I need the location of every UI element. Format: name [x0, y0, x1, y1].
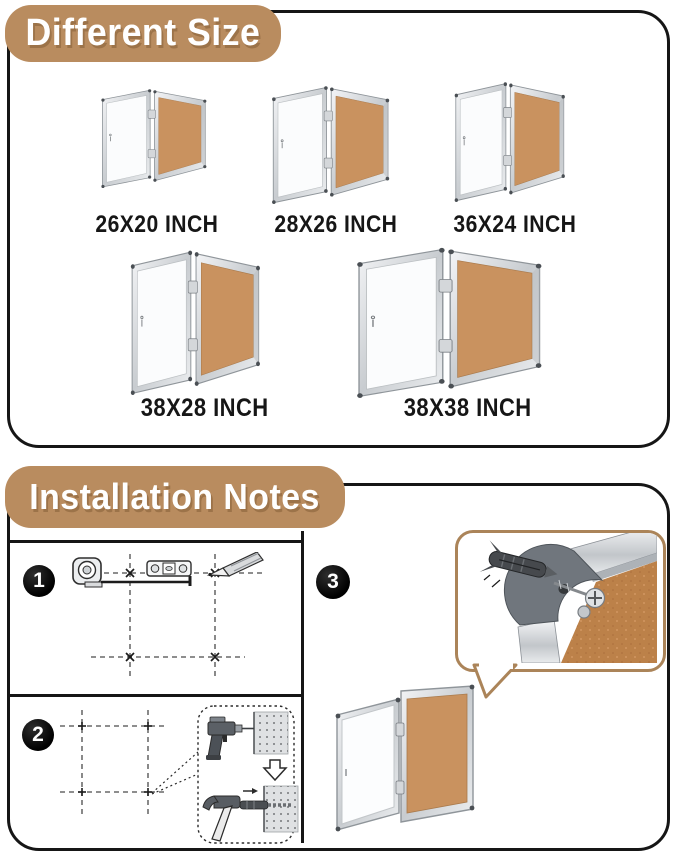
board-size-label: 38X28 INCH — [141, 393, 269, 422]
wall-section-icon — [254, 712, 288, 754]
divider-line-step1-top — [9, 540, 304, 543]
board-size-label: 36X24 INCH — [453, 211, 577, 238]
board-corner-detail — [458, 533, 657, 663]
pencil-icon — [208, 552, 263, 576]
down-arrow-icon — [264, 760, 286, 780]
step1-illustration — [55, 552, 295, 692]
board-size-label: 28X26 INCH — [274, 211, 398, 238]
hammer-icon — [203, 788, 258, 841]
drill-icon — [206, 717, 254, 760]
board-illustration-38x38 — [346, 240, 560, 398]
board-size-label: 26X20 INCH — [95, 211, 219, 238]
step-number-badge: 2 — [22, 719, 54, 751]
installation-notes-title: Installation Notes — [29, 476, 321, 517]
divider-line-step1-step2 — [9, 694, 304, 697]
step2-illustration — [48, 700, 300, 846]
wall-section-icon — [264, 786, 298, 832]
different-size-title: Different Size — [25, 12, 261, 54]
board-illustration-26x20 — [95, 84, 217, 188]
frame-side-bar — [518, 619, 560, 663]
marking-cross-icon — [78, 722, 152, 796]
board-illustration-28x26 — [265, 80, 401, 204]
board-illustration-38x28 — [123, 243, 273, 395]
callout-pointer-lines — [152, 752, 198, 794]
board-size-label: 38X38 INCH — [404, 393, 532, 422]
callout-tail — [466, 661, 526, 701]
divider-line-vertical — [301, 531, 304, 843]
motion-marks — [484, 575, 500, 587]
corner-detail-callout — [455, 530, 666, 672]
step-number-badge: 3 — [316, 565, 350, 599]
step-number-badge: 1 — [23, 565, 55, 597]
different-size-title-badge — [5, 5, 281, 62]
spirit-level-icon — [147, 561, 191, 576]
board-illustration-36x24 — [448, 76, 576, 202]
open-board-icon — [333, 683, 481, 835]
installation-notes-title-badge — [5, 466, 345, 528]
